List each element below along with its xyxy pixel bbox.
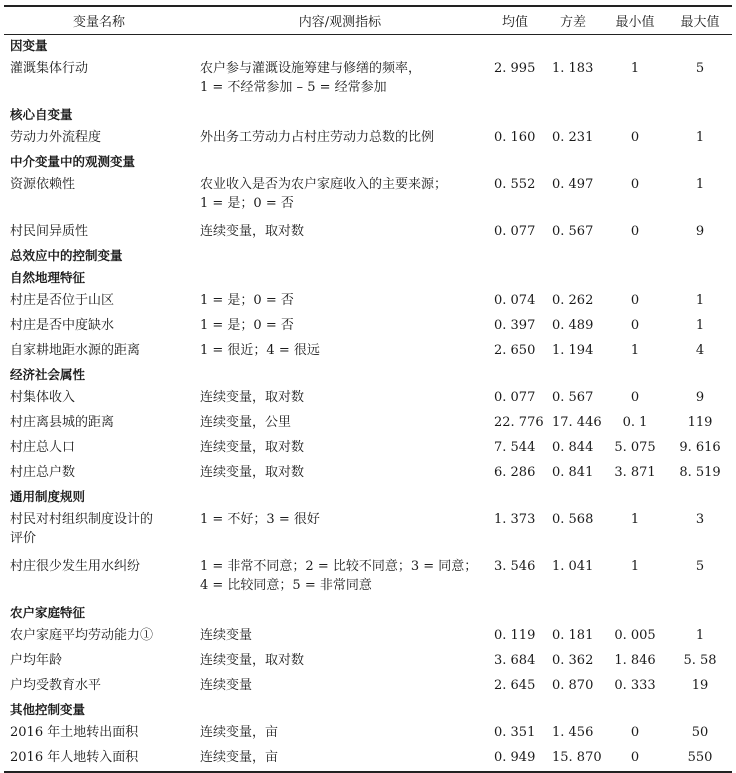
section-heading: 农户家庭特征 bbox=[10, 605, 86, 620]
section-heading-row bbox=[4, 245, 732, 267]
indicator-cell: 连续变量，取对数 bbox=[200, 390, 305, 405]
min-cell: 0 bbox=[630, 725, 640, 740]
min-cell: 0 bbox=[630, 318, 640, 333]
mean-cell: 2. 645 bbox=[494, 678, 536, 693]
max-cell: 9 bbox=[695, 390, 705, 405]
variance-cell: 15. 870 bbox=[552, 750, 602, 765]
min-cell: 0. 005 bbox=[614, 628, 656, 643]
table-row bbox=[4, 57, 732, 104]
mean-cell: 22. 776 bbox=[494, 415, 544, 430]
table-row bbox=[4, 386, 732, 411]
indicator-cell: 农业收入是否为农户家庭收入的主要来源； 1 = 是；0 = 否 bbox=[200, 177, 448, 211]
variable-name-cell: 村庄离县城的距离 bbox=[10, 415, 115, 430]
mean-cell: 0. 351 bbox=[494, 725, 536, 740]
variable-name-cell: 劳动力外流程度 bbox=[10, 130, 102, 145]
mean-cell: 6. 286 bbox=[494, 465, 536, 480]
variable-table-frame bbox=[4, 0, 732, 773]
section-heading-row bbox=[4, 364, 732, 386]
min-cell: 1 bbox=[630, 61, 640, 76]
min-cell: 0. 333 bbox=[614, 678, 656, 693]
variance-cell: 1. 194 bbox=[552, 343, 594, 358]
section-heading-row bbox=[4, 267, 732, 289]
min-cell: 3. 871 bbox=[614, 465, 656, 480]
min-cell: 1 bbox=[630, 343, 640, 358]
mean-cell: 0. 119 bbox=[494, 628, 536, 643]
min-cell: 0 bbox=[630, 224, 640, 239]
max-cell: 1 bbox=[695, 130, 705, 145]
variance-cell: 1. 183 bbox=[552, 61, 594, 76]
mean-cell: 1. 373 bbox=[494, 512, 536, 527]
indicator-cell: 连续变量，取对数 bbox=[200, 465, 305, 480]
indicator-cell: 1 = 不好；3 = 很好 bbox=[200, 512, 320, 527]
variable-name-cell: 村民对村组织制度设计的 评价 bbox=[10, 512, 154, 546]
indicator-cell: 连续变量 bbox=[200, 628, 253, 643]
indicator-cell: 连续变量，亩 bbox=[200, 750, 279, 765]
min-cell: 5. 075 bbox=[614, 440, 656, 455]
indicator-cell: 外出务工劳动力占村庄劳动力总数的比例 bbox=[200, 130, 435, 145]
max-cell: 8. 519 bbox=[679, 465, 721, 480]
indicator-cell: 连续变量，取对数 bbox=[200, 440, 305, 455]
variance-cell: 0. 567 bbox=[552, 390, 594, 405]
mean-cell: 3. 684 bbox=[494, 653, 536, 668]
mean-cell: 0. 160 bbox=[494, 130, 536, 145]
section-heading-row bbox=[4, 602, 732, 624]
header-max: 最大值 bbox=[668, 7, 732, 35]
variable-name-cell: 户均受教育水平 bbox=[10, 678, 102, 693]
section-heading-row bbox=[4, 104, 732, 126]
section-heading: 总效应中的控制变量 bbox=[10, 248, 123, 263]
mean-cell: 0. 074 bbox=[494, 293, 536, 308]
variance-cell: 0. 870 bbox=[552, 678, 594, 693]
table-row bbox=[4, 624, 732, 649]
header-mean: 均值 bbox=[486, 7, 544, 35]
table-row bbox=[4, 126, 732, 151]
max-cell: 1 bbox=[695, 177, 705, 192]
min-cell: 1 bbox=[630, 559, 640, 574]
variance-cell: 0. 262 bbox=[552, 293, 594, 308]
mean-cell: 0. 949 bbox=[494, 750, 536, 765]
table-row bbox=[4, 339, 732, 364]
table-row bbox=[4, 674, 732, 699]
table-row bbox=[4, 649, 732, 674]
variance-cell: 0. 362 bbox=[552, 653, 594, 668]
mean-cell: 0. 077 bbox=[494, 224, 536, 239]
variable-name-cell: 农户家庭平均劳动能力① bbox=[10, 628, 154, 643]
section-heading-row bbox=[4, 486, 732, 508]
variable-statistics-table bbox=[4, 7, 732, 771]
max-cell: 5. 58 bbox=[683, 653, 717, 668]
indicator-cell: 连续变量，公里 bbox=[200, 415, 292, 430]
indicator-cell: 1 = 很近；4 = 很远 bbox=[200, 343, 320, 358]
variance-cell: 0. 844 bbox=[552, 440, 594, 455]
variable-name-cell: 村庄总人口 bbox=[10, 440, 76, 455]
indicator-cell: 农户参与灌溉设施筹建与修缮的频率， 1 = 不经常参加 – 5 = 经常参加 bbox=[200, 61, 422, 95]
max-cell: 1 bbox=[695, 628, 705, 643]
header-content-indicator: 内容/观测指标 bbox=[194, 7, 486, 35]
mean-cell: 0. 552 bbox=[494, 177, 536, 192]
table-row bbox=[4, 461, 732, 486]
mean-cell: 3. 546 bbox=[494, 559, 536, 574]
section-heading: 因变量 bbox=[10, 38, 48, 53]
table-header-row bbox=[4, 7, 732, 35]
max-cell: 5 bbox=[695, 559, 705, 574]
max-cell: 19 bbox=[691, 678, 709, 693]
variance-cell: 17. 446 bbox=[552, 415, 602, 430]
table-row bbox=[4, 220, 732, 245]
mean-cell: 2. 995 bbox=[494, 61, 536, 76]
section-heading: 自然地理特征 bbox=[10, 270, 86, 285]
mean-cell: 7. 544 bbox=[494, 440, 536, 455]
section-heading-row bbox=[4, 699, 732, 721]
table-row bbox=[4, 436, 732, 461]
variable-name-cell: 村集体收入 bbox=[10, 390, 76, 405]
variable-name-cell: 村庄是否位于山区 bbox=[10, 293, 115, 308]
variance-cell: 0. 568 bbox=[552, 512, 594, 527]
variable-name-cell: 村庄很少发生用水纠纷 bbox=[10, 559, 141, 574]
max-cell: 9. 616 bbox=[679, 440, 721, 455]
mean-cell: 0. 077 bbox=[494, 390, 536, 405]
table-row bbox=[4, 555, 732, 602]
max-cell: 9 bbox=[695, 224, 705, 239]
section-heading: 核心自变量 bbox=[10, 107, 73, 122]
max-cell: 50 bbox=[691, 725, 709, 740]
max-cell: 4 bbox=[695, 343, 705, 358]
section-heading: 其他控制变量 bbox=[10, 702, 86, 717]
table-body bbox=[4, 35, 732, 772]
variable-name-cell: 村民间异质性 bbox=[10, 224, 89, 239]
max-cell: 3 bbox=[695, 512, 705, 527]
variance-cell: 0. 181 bbox=[552, 628, 594, 643]
min-cell: 0 bbox=[630, 390, 640, 405]
variable-name-cell: 村庄总户数 bbox=[10, 465, 76, 480]
max-cell: 119 bbox=[687, 415, 713, 430]
section-heading: 通用制度规则 bbox=[10, 489, 86, 504]
indicator-cell: 连续变量，亩 bbox=[200, 725, 279, 740]
max-cell: 1 bbox=[695, 318, 705, 333]
max-cell: 550 bbox=[687, 750, 713, 765]
indicator-cell: 1 = 是；0 = 否 bbox=[200, 318, 294, 333]
variable-name-cell: 资源依赖性 bbox=[10, 177, 76, 192]
min-cell: 0. 1 bbox=[622, 415, 648, 430]
section-heading: 经济社会属性 bbox=[10, 367, 86, 382]
min-cell: 0 bbox=[630, 130, 640, 145]
header-min: 最小值 bbox=[602, 7, 668, 35]
table-row bbox=[4, 721, 732, 746]
table-row bbox=[4, 289, 732, 314]
variable-name-cell: 户均年龄 bbox=[10, 653, 63, 668]
indicator-cell: 1 = 是；0 = 否 bbox=[200, 293, 294, 308]
max-cell: 1 bbox=[695, 293, 705, 308]
variable-name-cell: 2016 年人地转入面积 bbox=[10, 750, 139, 765]
min-cell: 0 bbox=[630, 293, 640, 308]
variable-name-cell: 灌溉集体行动 bbox=[10, 61, 89, 76]
variance-cell: 1. 041 bbox=[552, 559, 594, 574]
min-cell: 0 bbox=[630, 177, 640, 192]
variable-name-cell: 村庄是否中度缺水 bbox=[10, 318, 115, 333]
variance-cell: 0. 567 bbox=[552, 224, 594, 239]
variance-cell: 0. 841 bbox=[552, 465, 594, 480]
variable-name-cell: 2016 年土地转出面积 bbox=[10, 725, 139, 740]
variance-cell: 0. 489 bbox=[552, 318, 594, 333]
indicator-cell: 连续变量 bbox=[200, 678, 253, 693]
min-cell: 1. 846 bbox=[614, 653, 656, 668]
table-row bbox=[4, 173, 732, 220]
variance-cell: 0. 231 bbox=[552, 130, 594, 145]
section-heading-row bbox=[4, 35, 732, 58]
mean-cell: 2. 650 bbox=[494, 343, 536, 358]
indicator-cell: 1 = 非常不同意；2 = 比较不同意；3 = 同意； 4 = 比较同意；5 = 非常同意 bbox=[200, 559, 478, 593]
min-cell: 1 bbox=[630, 512, 640, 527]
table-row bbox=[4, 746, 732, 771]
min-cell: 0 bbox=[630, 750, 640, 765]
indicator-cell: 连续变量，取对数 bbox=[200, 653, 305, 668]
variable-name-cell: 自家耕地距水源的距离 bbox=[10, 343, 141, 358]
section-heading-row bbox=[4, 151, 732, 173]
max-cell: 5 bbox=[695, 61, 705, 76]
table-row bbox=[4, 508, 732, 555]
mean-cell: 0. 397 bbox=[494, 318, 536, 333]
header-variance: 方差 bbox=[544, 7, 602, 35]
variance-cell: 0. 497 bbox=[552, 177, 594, 192]
section-heading: 中介变量中的观测变量 bbox=[10, 154, 136, 169]
header-variable-name: 变量名称 bbox=[4, 7, 194, 35]
table-row bbox=[4, 314, 732, 339]
indicator-cell: 连续变量，取对数 bbox=[200, 224, 305, 239]
table-row bbox=[4, 411, 732, 436]
variance-cell: 1. 456 bbox=[552, 725, 594, 740]
